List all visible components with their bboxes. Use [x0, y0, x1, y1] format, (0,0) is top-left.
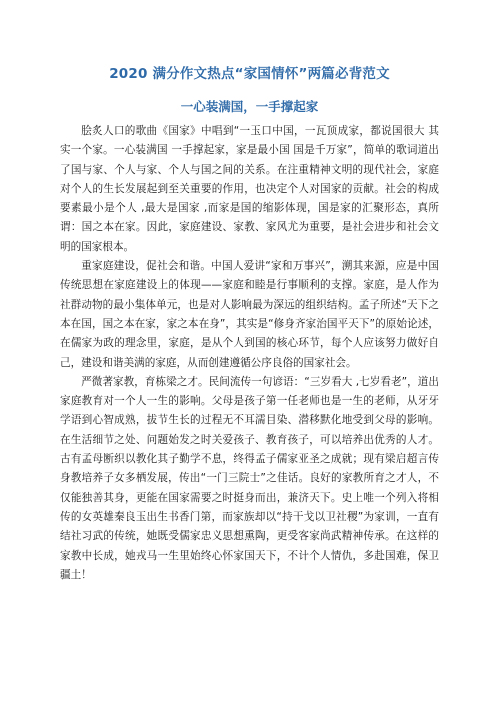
essay-title: 一心装满国，一手撑起家 — [180, 99, 319, 114]
body-paragraph-1: 脍炙人口的歌曲《国家》中唱到“一玉口中国，一瓦顶成家，都说国很大 其实一个家。一心装满国 一手撑起家，家是最小国 国是千万家”，简单的歌词道出了国与家、个人与家、个人与国之间的关系。在注重精神文明的现代社会，家庭对个人的生长发展起到至关重要的作用，也决定个人对国家的贡献。社会的构成要素最小是个人 ,最大是国家 ,而家是国的缩影体现，国是家的汇聚形态，真所谓：国之本在家。因此，家庭建设、家教、家风尤为重要，是社会进步和社会文明的国家根本。 — [60, 125, 439, 253]
body-paragraph-3: 严微著家教，育栋梁之才。民间流传一句谚语：“三岁看大 ,七岁看老”，道出家庭教育对一个人一生的影响。父母是孩子第一任老师也是一生的老师，从牙牙学语到心智成熟，拔节生长的过程无不耳濡目染、潜移默化地受到父母的影响。在生活细节之处、问题始发之时关爱孩子、教育孩子，可以培养出优秀的人才。古有孟母断织以教化其子勤学不息，终得孟子儒家亚圣之成就；现有梁启超言传身教培养子女多栖发展，传出“一门三院士”之佳话。良好的家教所育之才人，不仅能独善其身，更能在国家需要之时挺身而出，兼济天下。史上唯一个列入将相传的女英雄秦良玉出生书香门第，而家族却以“持干戈以卫社稷”为家训，一直有结社习武的传统，她既受儒家忠义思想熏陶，更受客家尚武精神传承。在这样的家教中长成，她戎马一生里始终心怀家国天下，不计个人情仇，多赴国难，保卫疆土！ — [60, 375, 439, 581]
body-paragraph-2: 重家庭建设，促社会和谐。中国人爱讲“家和万事兴”，溯其来源，应是中国传统思想在家庭建设上的体现——家庭和睦是行事顺利的支撑。家庭，是人作为社群动物的最小集体单元，也是对人影响最为深远的组织结构。孟子所述“天下之本在国，国之本在家，家之本在身”，其实是“修身齐家治国平天下”的原始论述，在儒家为政的理念里，家庭，是从个人到国的核心环节，每个人应该努力做好自己，建设和谐美满的家庭，从而创建遵循公序良俗的国家社会。 — [60, 260, 439, 369]
document-title: 2020 满分作文热点“家国情怀”两篇必背范文 — [109, 66, 390, 82]
